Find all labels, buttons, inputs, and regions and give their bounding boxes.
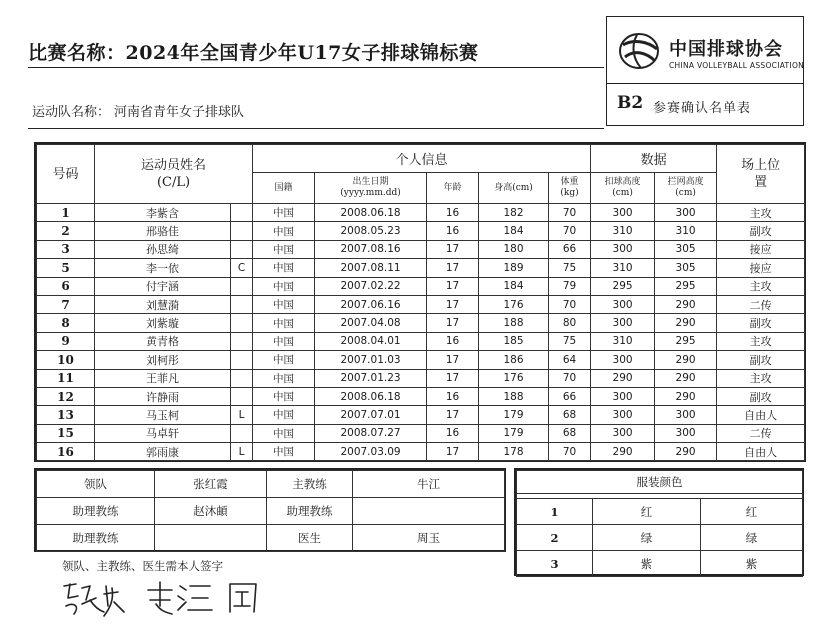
assistant-coach-name-2 <box>155 525 267 552</box>
player-role <box>231 222 253 240</box>
player-position: 主攻 <box>717 332 805 350</box>
player-block: 300 <box>655 424 717 442</box>
player-position: 自由人 <box>717 443 805 461</box>
table-row <box>37 332 805 350</box>
player-name: 王菲凡 <box>95 369 231 387</box>
player-position: 主攻 <box>717 204 805 222</box>
player-weight: 70 <box>549 443 591 461</box>
player-spike: 300 <box>591 240 655 258</box>
player-age: 17 <box>427 314 479 332</box>
table-row <box>37 351 805 369</box>
player-name: 李紫含 <box>95 204 231 222</box>
player-height: 182 <box>479 204 549 222</box>
signature-note: 领队、主教练、医生需本人签字 <box>62 559 223 573</box>
player-role <box>231 295 253 313</box>
player-age: 16 <box>427 424 479 442</box>
player-age: 16 <box>427 387 479 405</box>
player-role: L <box>231 406 253 424</box>
table-row <box>37 204 805 222</box>
uniform-shirt-color: 紫 <box>593 551 701 577</box>
header-nationality: 国籍 <box>253 173 315 204</box>
uniform-shirt-color: 红 <box>593 499 701 525</box>
player-birth: 2008.07.27 <box>315 424 427 442</box>
player-role: L <box>231 443 253 461</box>
player-birth: 2008.06.18 <box>315 204 427 222</box>
assistant-coach-name-1: 赵沐頔 <box>155 498 267 525</box>
header-birth-format: (yyyy.mm.dd) <box>340 188 401 198</box>
player-block: 310 <box>655 222 717 240</box>
player-number: 2 <box>37 222 95 240</box>
player-age: 17 <box>427 443 479 461</box>
player-role <box>231 369 253 387</box>
header-spike <box>591 173 655 204</box>
player-number: 5 <box>37 259 95 277</box>
header-weight-unit: (kg) <box>560 188 579 198</box>
roster-table-frame <box>34 142 806 462</box>
player-nationality: 中国 <box>253 369 315 387</box>
table-row <box>37 222 805 240</box>
player-weight: 64 <box>549 351 591 369</box>
player-nationality: 中国 <box>253 314 315 332</box>
player-block: 290 <box>655 351 717 369</box>
association-cn-name: 中国排球协会 <box>669 39 783 60</box>
player-height: 179 <box>479 424 549 442</box>
leader-label: 领队 <box>37 471 155 498</box>
player-block: 295 <box>655 332 717 350</box>
player-age: 17 <box>427 259 479 277</box>
player-nationality: 中国 <box>253 295 315 313</box>
player-number: 3 <box>37 240 95 258</box>
player-age: 17 <box>427 277 479 295</box>
player-spike: 300 <box>591 424 655 442</box>
table-row <box>37 387 805 405</box>
player-height: 179 <box>479 406 549 424</box>
player-block: 305 <box>655 259 717 277</box>
player-height: 180 <box>479 240 549 258</box>
player-position: 接应 <box>717 259 805 277</box>
staff-table <box>36 470 505 552</box>
player-position: 副攻 <box>717 314 805 332</box>
player-weight: 66 <box>549 387 591 405</box>
player-spike: 310 <box>591 332 655 350</box>
player-name: 马卓轩 <box>95 424 231 442</box>
assistant-coach-label-2: 助理教练 <box>37 525 155 552</box>
player-spike: 290 <box>591 369 655 387</box>
player-weight: 80 <box>549 314 591 332</box>
player-block: 295 <box>655 277 717 295</box>
player-nationality: 中国 <box>253 332 315 350</box>
player-block: 290 <box>655 443 717 461</box>
player-name: 刘慧漪 <box>95 295 231 313</box>
player-spike: 310 <box>591 222 655 240</box>
header-personal-info: 个人信息 <box>253 145 591 173</box>
assistant-coach-label-1: 助理教练 <box>37 498 155 525</box>
player-number: 9 <box>37 332 95 350</box>
player-weight: 66 <box>549 240 591 258</box>
header-number: 号码 <box>37 145 95 204</box>
player-nationality: 中国 <box>253 259 315 277</box>
header-name-label: 运动员姓名 <box>141 158 207 173</box>
player-weight: 75 <box>549 259 591 277</box>
roster-table <box>36 144 805 461</box>
player-height: 186 <box>479 351 549 369</box>
player-position: 副攻 <box>717 351 805 369</box>
header-name <box>95 145 253 204</box>
leader-name: 张红霞 <box>155 471 267 498</box>
header-data: 数据 <box>591 145 717 173</box>
player-name: 孙思绮 <box>95 240 231 258</box>
player-spike: 300 <box>591 387 655 405</box>
player-number: 11 <box>37 369 95 387</box>
player-spike: 300 <box>591 406 655 424</box>
player-age: 17 <box>427 369 479 387</box>
competition-title <box>28 38 478 65</box>
player-role <box>231 387 253 405</box>
player-birth: 2008.04.01 <box>315 332 427 350</box>
header-name-sub: (C/L) <box>156 175 191 190</box>
player-position: 二传 <box>717 424 805 442</box>
player-name: 邢骆佳 <box>95 222 231 240</box>
player-role <box>231 351 253 369</box>
uniform-title: 服装颜色 <box>517 471 803 494</box>
player-position: 副攻 <box>717 222 805 240</box>
title-underline <box>28 67 604 68</box>
player-position: 主攻 <box>717 369 805 387</box>
player-number: 8 <box>37 314 95 332</box>
table-row <box>37 424 805 442</box>
player-number: 12 <box>37 387 95 405</box>
player-name: 许静雨 <box>95 387 231 405</box>
uniform-color-frame <box>514 468 804 576</box>
table-row <box>37 369 805 387</box>
player-number: 1 <box>37 204 95 222</box>
table-row <box>517 551 803 577</box>
player-weight: 70 <box>549 204 591 222</box>
player-spike: 300 <box>591 295 655 313</box>
player-height: 188 <box>479 387 549 405</box>
player-weight: 79 <box>549 277 591 295</box>
player-name: 付宇涵 <box>95 277 231 295</box>
player-nationality: 中国 <box>253 387 315 405</box>
player-birth: 2007.06.16 <box>315 295 427 313</box>
player-nationality: 中国 <box>253 222 315 240</box>
player-height: 176 <box>479 295 549 313</box>
player-name: 刘柯彤 <box>95 351 231 369</box>
player-weight: 68 <box>549 406 591 424</box>
player-age: 16 <box>427 222 479 240</box>
table-row <box>37 314 805 332</box>
player-birth: 2008.06.18 <box>315 387 427 405</box>
header-block-label: 拦网高度 <box>667 177 704 187</box>
player-block: 290 <box>655 314 717 332</box>
table-row <box>37 259 805 277</box>
player-height: 176 <box>479 369 549 387</box>
table-row <box>37 277 805 295</box>
player-role <box>231 240 253 258</box>
player-nationality: 中国 <box>253 240 315 258</box>
player-weight: 68 <box>549 424 591 442</box>
header-weight <box>549 173 591 204</box>
player-age: 17 <box>427 351 479 369</box>
player-birth: 2007.07.01 <box>315 406 427 424</box>
player-spike: 300 <box>591 351 655 369</box>
player-position: 接应 <box>717 240 805 258</box>
player-spike: 300 <box>591 314 655 332</box>
player-birth: 2007.08.11 <box>315 259 427 277</box>
player-age: 17 <box>427 240 479 258</box>
player-name: 郭雨康 <box>95 443 231 461</box>
player-block: 290 <box>655 387 717 405</box>
player-age: 16 <box>427 204 479 222</box>
team-label: 运动队名称： <box>32 105 111 120</box>
form-title: 参赛确认名单表 <box>653 101 752 116</box>
header-block-unit: (cm) <box>675 188 696 198</box>
player-position: 二传 <box>717 295 805 313</box>
player-block: 290 <box>655 295 717 313</box>
uniform-number: 1 <box>517 499 593 525</box>
doctor-name: 周玉 <box>353 525 505 552</box>
player-number: 16 <box>37 443 95 461</box>
player-nationality: 中国 <box>253 204 315 222</box>
player-birth: 2007.08.16 <box>315 240 427 258</box>
staff-table-frame <box>34 468 506 552</box>
player-block: 300 <box>655 204 717 222</box>
header-birth-label: 出生日期 <box>352 177 389 187</box>
player-birth: 2007.03.09 <box>315 443 427 461</box>
player-role <box>231 314 253 332</box>
uniform-color-table <box>516 470 803 577</box>
player-birth: 2007.01.03 <box>315 351 427 369</box>
head-coach-name: 牛江 <box>353 471 505 498</box>
player-nationality: 中国 <box>253 406 315 424</box>
player-height: 189 <box>479 259 549 277</box>
uniform-number: 2 <box>517 525 593 551</box>
player-name: 刘紫璇 <box>95 314 231 332</box>
table-row <box>517 499 803 525</box>
player-birth: 2007.04.08 <box>315 314 427 332</box>
player-position: 自由人 <box>717 406 805 424</box>
uniform-shorts-color: 紫 <box>701 551 803 577</box>
header-block <box>655 173 717 204</box>
table-row <box>517 525 803 551</box>
player-number: 7 <box>37 295 95 313</box>
player-number: 15 <box>37 424 95 442</box>
association-en-name: CHINA VOLLEYBALL ASSOCIATION <box>669 61 805 70</box>
uniform-shirt-color: 绿 <box>593 525 701 551</box>
player-age: 17 <box>427 295 479 313</box>
logo-header <box>607 17 803 84</box>
volleyball-logo-icon <box>617 31 661 71</box>
assistant-coach-label-3: 助理教练 <box>267 498 353 525</box>
competition-name: 2024年全国青少年U17女子排球锦标赛 <box>125 42 479 64</box>
player-age: 17 <box>427 406 479 424</box>
player-birth: 2007.01.23 <box>315 369 427 387</box>
uniform-shorts-color: 红 <box>701 499 803 525</box>
player-block: 290 <box>655 369 717 387</box>
player-height: 178 <box>479 443 549 461</box>
player-spike: 295 <box>591 277 655 295</box>
player-name: 李一依 <box>95 259 231 277</box>
player-number: 10 <box>37 351 95 369</box>
header-weight-label: 体重 <box>560 177 579 187</box>
header-spike-unit: (cm) <box>612 188 633 198</box>
association-logo-box <box>606 16 804 126</box>
table-row <box>37 443 805 461</box>
team-underline <box>28 128 604 129</box>
player-role <box>231 204 253 222</box>
header-height: 身高(cm) <box>479 173 549 204</box>
uniform-number: 3 <box>517 551 593 577</box>
head-coach-label: 主教练 <box>267 471 353 498</box>
player-weight: 70 <box>549 222 591 240</box>
handwritten-signatures <box>60 576 300 620</box>
team-name-line <box>32 101 248 120</box>
header-age: 年龄 <box>427 173 479 204</box>
player-height: 188 <box>479 314 549 332</box>
player-spike: 310 <box>591 259 655 277</box>
player-nationality: 中国 <box>253 424 315 442</box>
player-nationality: 中国 <box>253 277 315 295</box>
player-position: 主攻 <box>717 277 805 295</box>
player-number: 6 <box>37 277 95 295</box>
player-role: C <box>231 259 253 277</box>
header-position <box>717 145 805 204</box>
assistant-coach-name-3 <box>353 498 505 525</box>
player-nationality: 中国 <box>253 443 315 461</box>
player-spike: 300 <box>591 204 655 222</box>
player-height: 184 <box>479 277 549 295</box>
player-name: 黄青格 <box>95 332 231 350</box>
player-role <box>231 332 253 350</box>
uniform-shorts-color: 绿 <box>701 525 803 551</box>
form-code: B2 <box>617 93 644 113</box>
player-block: 305 <box>655 240 717 258</box>
doctor-label: 医生 <box>267 525 353 552</box>
team-name: 河南省青年女子排球队 <box>114 105 245 120</box>
header-position-label: 场上位置 <box>741 158 781 190</box>
player-role <box>231 424 253 442</box>
player-weight: 70 <box>549 369 591 387</box>
player-height: 185 <box>479 332 549 350</box>
competition-label: 比赛名称： <box>28 42 126 64</box>
player-height: 184 <box>479 222 549 240</box>
player-birth: 2007.02.22 <box>315 277 427 295</box>
player-block: 300 <box>655 406 717 424</box>
header-birth <box>315 173 427 204</box>
table-row <box>37 406 805 424</box>
player-nationality: 中国 <box>253 351 315 369</box>
player-number: 13 <box>37 406 95 424</box>
header-spike-label: 扣球高度 <box>604 177 641 187</box>
table-row <box>37 240 805 258</box>
player-role <box>231 277 253 295</box>
player-position: 副攻 <box>717 387 805 405</box>
player-weight: 75 <box>549 332 591 350</box>
player-name: 马玉柯 <box>95 406 231 424</box>
player-age: 16 <box>427 332 479 350</box>
player-spike: 290 <box>591 443 655 461</box>
player-weight: 70 <box>549 295 591 313</box>
player-birth: 2008.05.23 <box>315 222 427 240</box>
table-row <box>37 295 805 313</box>
